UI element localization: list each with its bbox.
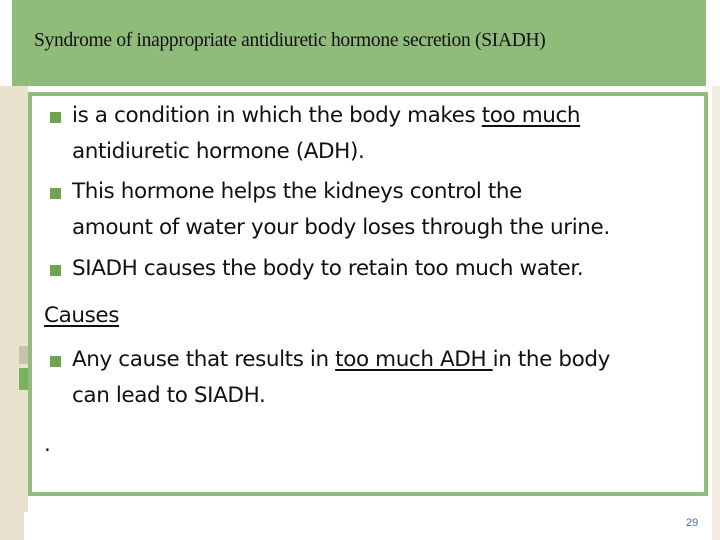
bullet-3-line-1: SIADH causes the body to retain too much water. (72, 256, 584, 281)
left-decorative-mark (19, 368, 28, 390)
left-decorative-mark (19, 346, 28, 364)
square-bullet-icon (50, 265, 61, 276)
trailing-dot: . (44, 432, 51, 457)
cause-bullet-text-end: in the body (492, 347, 610, 372)
square-bullet-icon (50, 356, 61, 367)
slide-title: Syndrome of inappropriate antidiuretic hormone secretion (SIADH) (34, 30, 546, 51)
cause-bullet-line-1 (72, 347, 610, 372)
cause-bullet-underlined: too much ADH (335, 347, 493, 372)
page-number: 29 (686, 517, 699, 529)
bullet-2-line-1: This hormone helps the kidneys control the (72, 179, 522, 204)
bullet-1-line-1 (72, 103, 580, 128)
square-bullet-icon (50, 188, 61, 199)
square-bullet-icon (50, 112, 61, 123)
cause-bullet-line-2: can lead to SIADH. (72, 383, 266, 408)
bullet-1-line-2: antidiuretic hormone (ADH). (72, 139, 365, 164)
cause-bullet-text: Any cause that results in (72, 347, 336, 372)
right-decorative-strip (712, 86, 720, 540)
causes-heading: Causes (44, 303, 120, 328)
left-decorative-mark (24, 512, 28, 540)
bullet-1-text: is a condition in which the body makes (72, 103, 482, 128)
title-bar (12, 0, 706, 86)
left-decorative-strip (0, 86, 28, 540)
bullet-2-line-2: amount of water your body loses through the urine. (72, 215, 610, 240)
bullet-1-underlined: too much (481, 103, 581, 128)
